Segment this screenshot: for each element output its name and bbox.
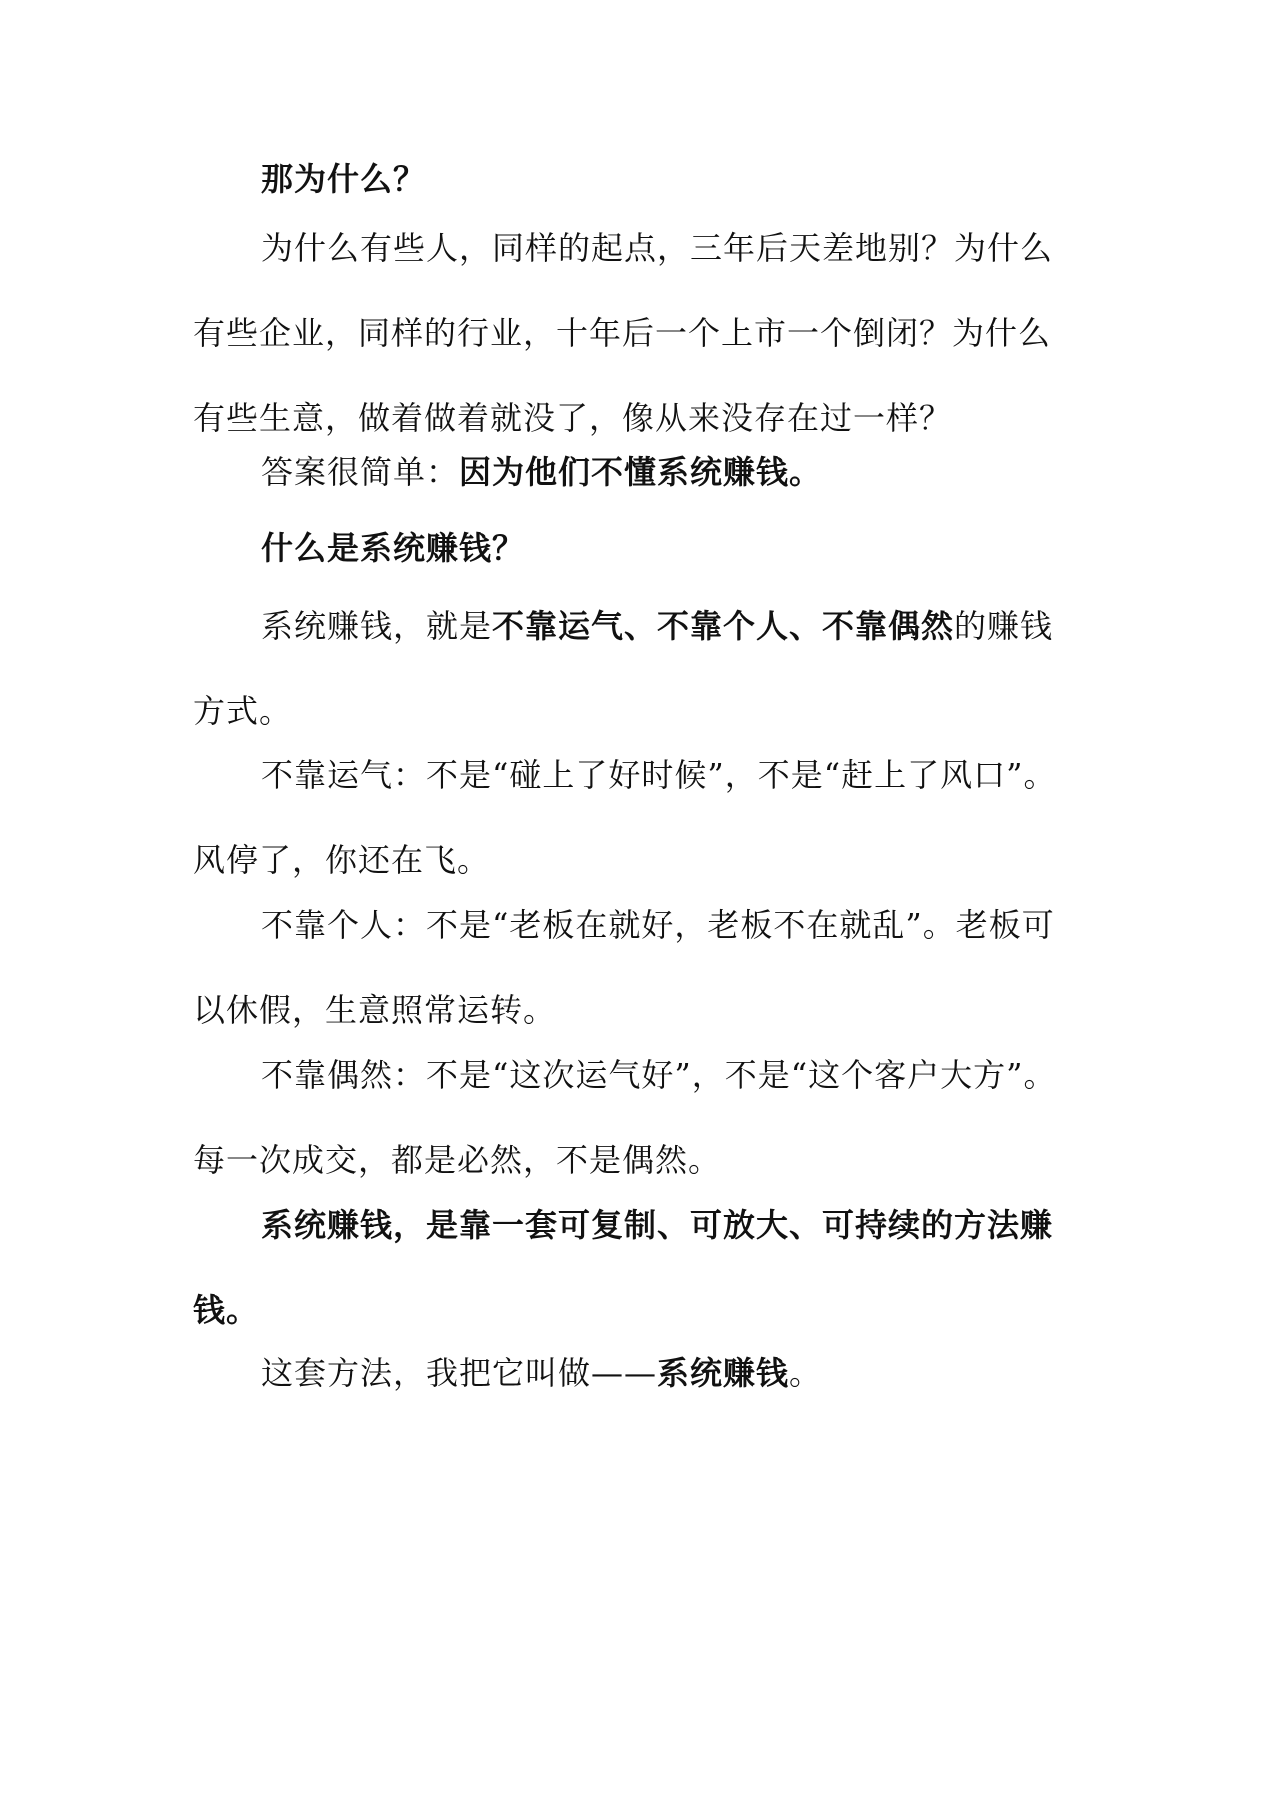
paragraph-text: 系统赚钱，是靠一套可复制、可放大、可持续的方法赚钱。 xyxy=(193,1206,1054,1329)
paragraph-not-luck xyxy=(193,733,1083,903)
paragraph-heading-what-is xyxy=(193,506,1083,591)
paragraph-text: 的赚钱方式。 xyxy=(193,607,1054,730)
paragraph-text: 不靠运气：不是“碰上了好时候”，不是“赶上了风口”。风停了，你还在飞。 xyxy=(193,756,1057,879)
paragraph-text: 这套方法，我把它叫做—— xyxy=(261,1354,658,1392)
paragraph-text: 那为什么？ xyxy=(261,160,427,198)
paragraph-text: 。 xyxy=(789,1354,823,1392)
paragraph-text: 不靠个人：不是“老板在就好，老板不在就乱”。老板可以休假，生意照常运转。 xyxy=(193,906,1055,1029)
paragraph-text: 答案很简单： xyxy=(261,453,460,491)
paragraph-text: 什么是系统赚钱？ xyxy=(261,529,526,567)
paragraph-bold-text: 因为他们不懂系统赚钱。 xyxy=(459,453,823,491)
paragraph-method-name xyxy=(193,1331,1083,1416)
paragraph-why-questions xyxy=(193,206,1083,461)
paragraph-not-individual xyxy=(193,883,1083,1053)
paragraph-not-chance xyxy=(193,1033,1083,1203)
paragraph-text: 系统赚钱，就是 xyxy=(261,607,493,645)
paragraph-bold-text: 系统赚钱 xyxy=(657,1354,790,1392)
paragraph-definition xyxy=(193,584,1083,754)
paragraph-text: 不靠偶然：不是“这次运气好”，不是“这个客户大方”。每一次成交，都是必然，不是偶然。 xyxy=(193,1056,1057,1179)
paragraph-bold-text: 不靠运气、不靠个人、不靠偶然 xyxy=(492,607,955,645)
paragraph-answer xyxy=(193,430,1083,515)
paragraph-summary xyxy=(193,1183,1083,1353)
paragraph-text: 为什么有些人，同样的起点，三年后天差地别？为什么有些企业，同样的行业，十年后一个上市一个倒闭？为什么有些生意，做着做着就没了，像从来没存在过一样？ xyxy=(193,229,1054,437)
